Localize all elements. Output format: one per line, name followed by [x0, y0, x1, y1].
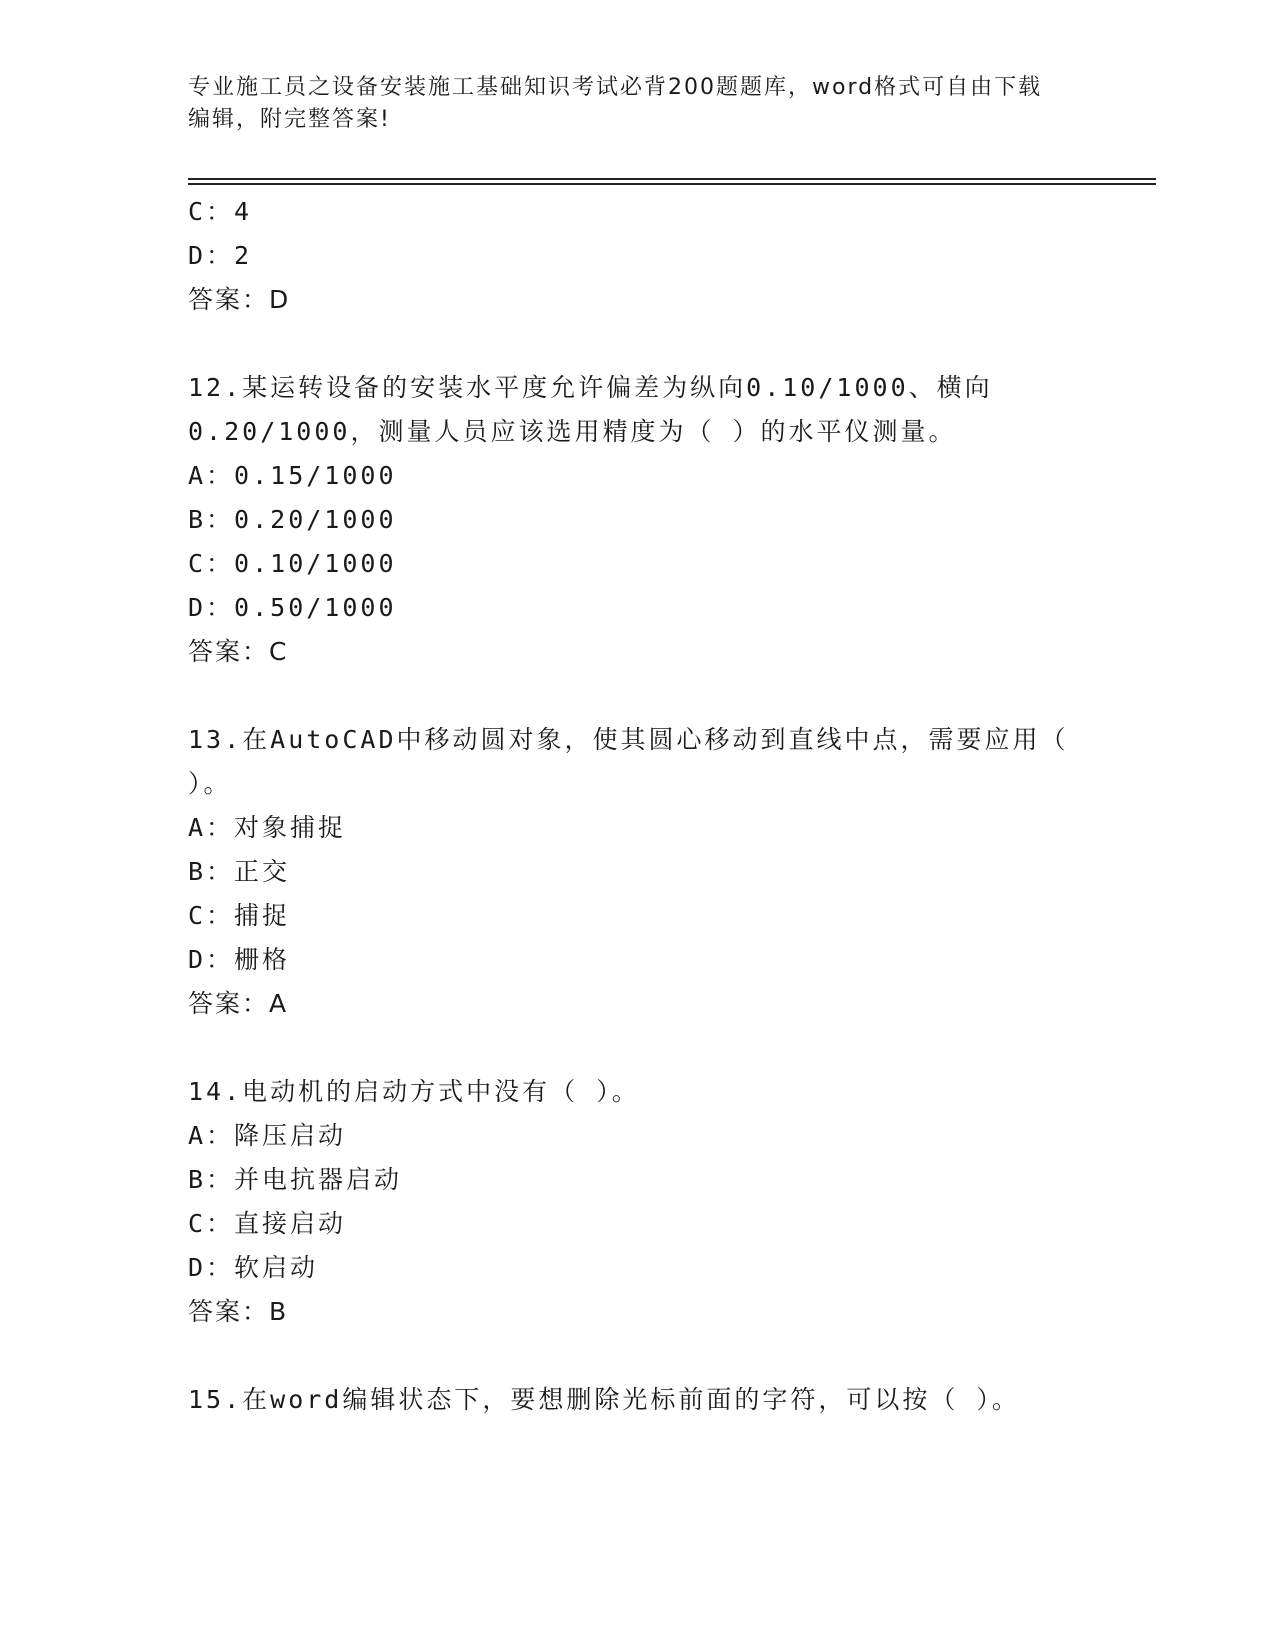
q13-option-b: B：正交 [188, 857, 291, 886]
q12-answer: 答案：C [188, 637, 289, 666]
q12-option-b: B：0.20/1000 [188, 505, 397, 534]
q13-answer: 答案：A [188, 989, 289, 1018]
q14-option-a: A：降压启动 [188, 1121, 347, 1150]
q14-option-d: D：软启动 [188, 1253, 319, 1282]
q14-stem-line-1: 14.电动机的启动方式中没有（ ）。 [188, 1077, 640, 1106]
q14-option-b: B：并电抗器启动 [188, 1165, 403, 1194]
q11-option-c: C：4 [188, 197, 253, 226]
header-divider-bottom [188, 183, 1156, 185]
q13-option-d: D：栅格 [188, 945, 291, 974]
q15-stem-line-1: 15.在word编辑状态下，要想删除光标前面的字符，可以按（ ）。 [188, 1385, 1020, 1414]
q13-stem-line-2: ）。 [188, 769, 232, 798]
q12-stem-line-1: 12.某运转设备的安装水平度允许偏差为纵向0.10/1000、横向 [188, 373, 993, 402]
q14-option-c: C：直接启动 [188, 1209, 347, 1238]
document-header [188, 72, 1088, 136]
q12-stem-line-2: 0.20/1000，测量人员应该选用精度为（ ）的水平仪测量。 [188, 417, 957, 446]
q12-option-d: D：0.50/1000 [188, 593, 397, 622]
header-title-line-2: 编辑，附完整答案! [188, 107, 391, 132]
q12-option-c: C：0.10/1000 [188, 549, 397, 578]
header-divider-top [188, 178, 1156, 180]
q12-option-a: A：0.15/1000 [188, 461, 397, 490]
q11-answer: 答案：D [188, 285, 291, 314]
q14-answer: 答案：B [188, 1297, 289, 1326]
q13-stem-line-1: 13.在AutoCAD中移动圆对象，使其圆心移动到直线中点，需要应用（ [188, 725, 1069, 754]
header-title-line-1: 专业施工员之设备安装施工基础知识考试必背200题题库，word格式可自由下载 [188, 75, 1043, 100]
q13-option-c: C：捕捉 [188, 901, 291, 930]
q13-option-a: A：对象捕捉 [188, 813, 347, 842]
q11-option-d: D：2 [188, 241, 253, 270]
